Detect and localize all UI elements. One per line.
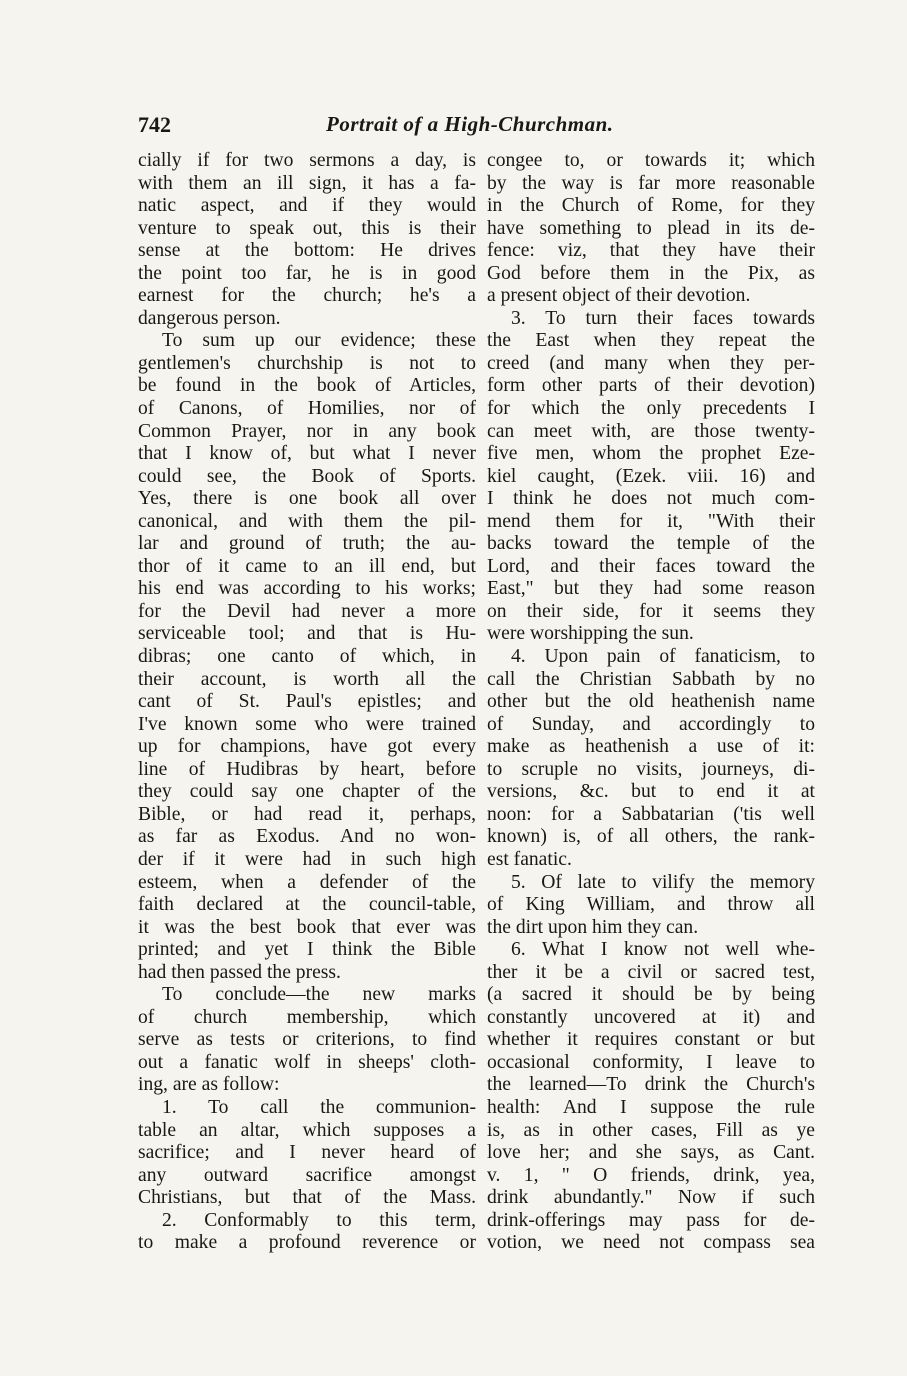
text-line: fence: viz, that they have their: [487, 240, 815, 262]
text-line: can meet with, are those twenty-: [487, 420, 815, 442]
text-line: 4. Upon pain of fanaticism, to: [511, 646, 815, 668]
text-line: up for champions, have got every: [138, 736, 476, 758]
text-line: To conclude—the new marks: [162, 984, 476, 1006]
text-line: call the Christian Sabbath by no: [487, 668, 815, 690]
text-line: I think he does not much com-: [487, 488, 815, 510]
text-line: sense at the bottom: He drives: [138, 240, 476, 262]
text-line: for which the only precedents I: [487, 398, 815, 420]
text-line: est fanatic.: [487, 848, 572, 870]
text-line: on their side, for it seems they: [487, 600, 815, 622]
text-line: they could say one chapter of the: [138, 781, 476, 803]
text-line: v. 1, " O friends, drink, yea,: [487, 1164, 815, 1186]
text-line: table an altar, which supposes a: [138, 1119, 476, 1141]
text-line: congee to, or towards it; which: [487, 150, 815, 171]
text-line: 6. What I know not well whe-: [511, 939, 815, 961]
text-line: der if it were had in such high: [138, 848, 476, 870]
text-line: the learned—To drink the Church's: [487, 1074, 815, 1096]
text-line: the dirt upon him they can.: [487, 916, 699, 938]
text-line: Bible, or had read it, perhaps,: [138, 803, 476, 825]
text-line: sacrifice; and I never heard of: [138, 1142, 476, 1164]
text-line: other but the old heathenish name: [487, 691, 815, 713]
text-line: creed (and many when they per-: [487, 352, 815, 374]
text-line: 5. Of late to vilify the memory: [511, 871, 815, 893]
text-line: be found in the book of Articles,: [138, 375, 476, 397]
text-line: with them an ill sign, it has a fa-: [138, 172, 476, 194]
text-line: Christians, but that of the Mass.: [138, 1187, 476, 1209]
right-column: [487, 150, 815, 1255]
text-line: could see, the Book of Sports.: [138, 465, 476, 487]
text-line: were worshipping the sun.: [487, 623, 694, 645]
text-line: it was the best book that ever was: [138, 916, 476, 938]
text-line: votion, we need not compass sea: [487, 1232, 815, 1254]
text-line: printed; and yet I think the Bible: [138, 939, 476, 961]
text-line: Lord, and their faces toward the: [487, 555, 815, 577]
text-line: as far as Exodus. And no won-: [138, 826, 476, 848]
text-line: 2. Conformably to this term,: [162, 1209, 476, 1231]
text-line: in the Church of Rome, for they: [487, 195, 815, 217]
text-line: natic aspect, and if they would: [138, 195, 476, 217]
text-line: is, as in other cases, Fill as ye: [487, 1119, 815, 1141]
text-line: drink-offerings may pass for de-: [487, 1209, 815, 1231]
text-line: serve as tests or criterions, to find: [138, 1029, 476, 1051]
page-number: 742: [138, 112, 171, 137]
text-line: God before them in the Pix, as: [487, 262, 815, 284]
text-line: health: And I suppose the rule: [487, 1096, 815, 1118]
text-line: 3. To turn their faces towards: [511, 307, 815, 329]
text-line: any outward sacrifice amongst: [138, 1164, 476, 1186]
text-line: cant of St. Paul's epistles; and: [138, 691, 476, 713]
text-line: backs toward the temple of the: [487, 533, 815, 555]
text-line: the East when they repeat the: [487, 330, 815, 352]
text-line: thor of it came to an ill end, but: [138, 555, 476, 577]
text-line: occasional conformity, I leave to: [487, 1051, 815, 1073]
text-line: (a sacred it should be by being: [487, 984, 815, 1006]
text-line: have something to plead in its de-: [487, 217, 815, 239]
text-line: known) is, of all others, the rank-: [487, 826, 815, 848]
text-line: of Sunday, and accordingly to: [487, 713, 815, 735]
text-line: dibras; one canto of which, in: [138, 646, 476, 668]
text-line: 1. To call the communion-: [162, 1096, 476, 1118]
text-line: East," but they had some reason: [487, 578, 815, 600]
text-line: noon: for a Sabbatarian ('tis well: [487, 803, 815, 825]
text-line: drink abundantly." Now if such: [487, 1187, 815, 1209]
text-line: faith declared at the council-table,: [138, 894, 476, 916]
text-line: of Canons, of Homilies, nor of: [138, 398, 476, 420]
text-line: had then passed the press.: [138, 961, 341, 983]
text-line: I've known some who were trained: [138, 713, 476, 735]
text-line: serviceable tool; and that is Hu-: [138, 623, 476, 645]
page-header: [138, 112, 818, 140]
running-title: Portrait of a High-Churchman.: [326, 112, 614, 136]
text-line: venture to speak out, this is their: [138, 217, 476, 239]
text-line: earnest for the church; he's a: [138, 285, 476, 307]
text-line: of church membership, which: [138, 1006, 476, 1028]
text-line: kiel caught, (Ezek. viii. 16) and: [487, 465, 815, 487]
text-line: their account, is worth all the: [138, 668, 476, 690]
text-line: ther it be a civil or sacred test,: [487, 961, 815, 983]
left-column: [138, 150, 476, 1255]
text-line: Common Prayer, nor in any book: [138, 420, 476, 442]
text-line: canonical, and with them the pil-: [138, 510, 476, 532]
text-line: his end was according to his works;: [138, 578, 476, 600]
text-line: line of Hudibras by heart, before: [138, 758, 476, 780]
text-line: love her; and she says, as Cant.: [487, 1142, 815, 1164]
text-line: constantly uncovered at it) and: [487, 1006, 815, 1028]
text-line: the point too far, he is in good: [138, 262, 476, 284]
text-line: that I know of, but what I never: [138, 443, 476, 465]
text-line: gentlemen's churchship is not to: [138, 352, 476, 374]
text-line: Yes, there is one book all over: [138, 488, 476, 510]
text-line: to scruple no visits, journeys, di-: [487, 758, 815, 780]
text-line: five men, whom the prophet Eze-: [487, 443, 815, 465]
text-line: for the Devil had never a more: [138, 600, 476, 622]
text-line: out a fanatic wolf in sheeps' cloth-: [138, 1051, 476, 1073]
text-line: whether it requires constant or but: [487, 1029, 815, 1051]
text-line: form other parts of their devotion): [487, 375, 815, 397]
text-line: make as heathenish a use of it:: [487, 736, 815, 758]
text-line: ing, are as follow:: [138, 1074, 280, 1096]
text-line: To sum up our evidence; these: [162, 330, 476, 352]
text-line: by the way is far more reasonable: [487, 172, 815, 194]
text-line: dangerous person.: [138, 307, 281, 329]
text-line: lar and ground of truth; the au-: [138, 533, 476, 555]
text-line: cially if for two sermons a day, is: [138, 150, 476, 171]
text-line: versions, &c. but to end it at: [487, 781, 815, 803]
text-line: of King William, and throw all: [487, 894, 815, 916]
text-line: to make a profound reverence or: [138, 1232, 476, 1254]
text-line: esteem, when a defender of the: [138, 871, 476, 893]
text-line: a present object of their devotion.: [487, 285, 751, 307]
text-line: mend them for it, "With their: [487, 510, 815, 532]
